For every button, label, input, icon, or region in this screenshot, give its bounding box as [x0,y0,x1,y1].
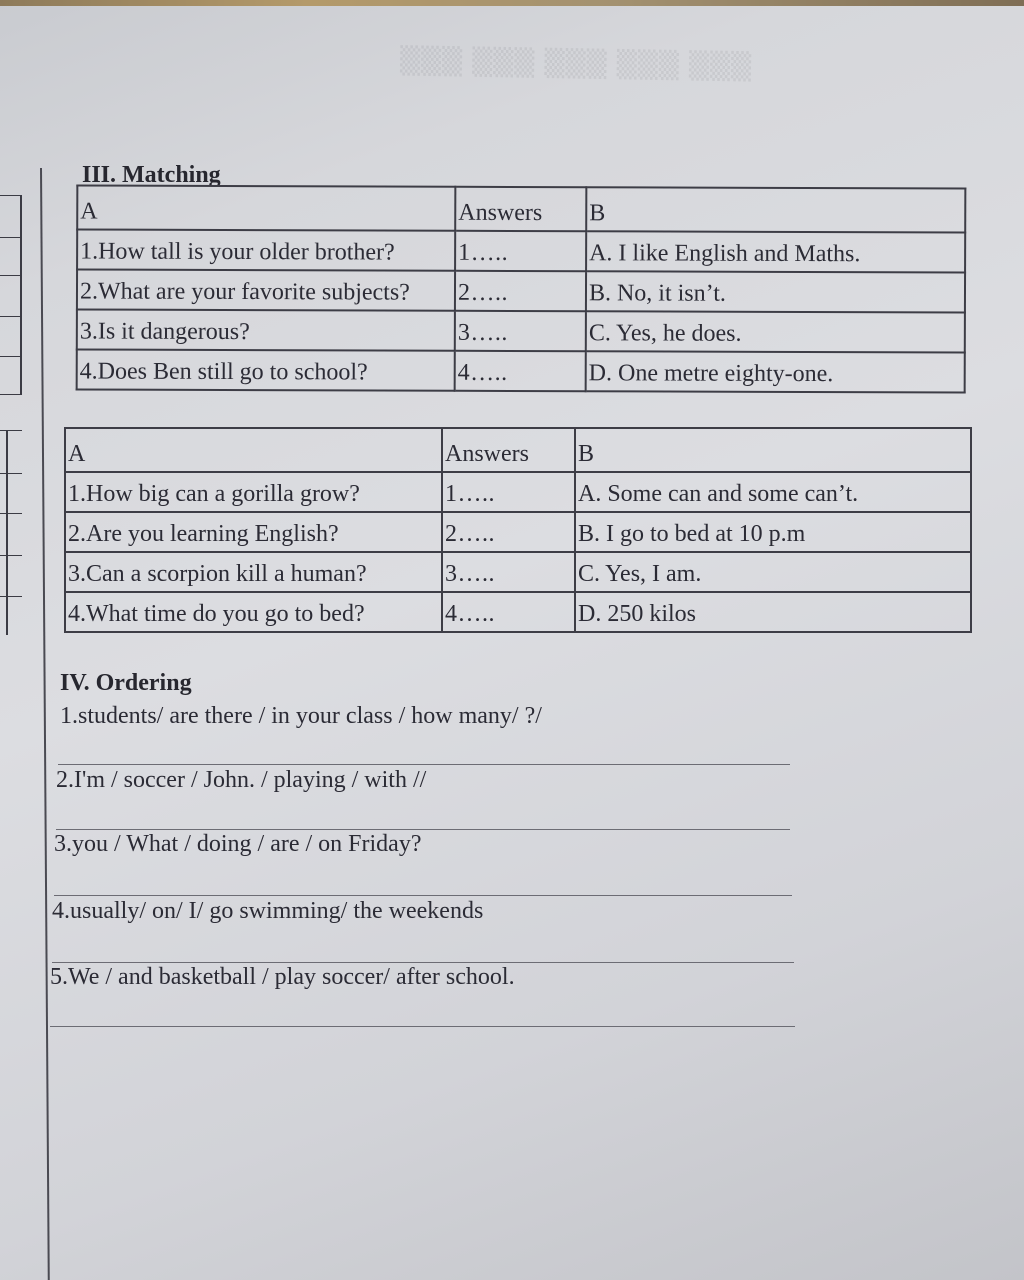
matching-table-1 [76,184,967,393]
header-answers: Answers [455,187,586,231]
header-a: A [77,185,455,230]
table-row [65,592,971,632]
left-edge-vertical [6,430,8,635]
margin-line [40,168,50,1280]
table-row [77,309,965,352]
left-edge-rule [0,356,22,357]
option-cell: C. Yes, I am. [575,552,971,592]
option-cell: B. I go to bed at 10 p.m [575,512,971,552]
header-b: B [575,428,971,472]
answer-line-4[interactable] [52,962,794,963]
table-row [77,269,965,312]
header-answers: Answers [442,428,575,472]
table-header-row [77,185,965,232]
table-row [65,552,971,592]
question-cell: 2.What are your favorite subjects? [77,269,455,310]
bleed-through-text: ▒▒▒ ▒▒▒ ▒▒▒ ▒▒▒ ▒▒▒ [399,46,753,83]
question-cell: 3.Is it dangerous? [77,309,455,350]
left-edge-rule [0,195,22,196]
left-edge-vertical [20,195,22,395]
answer-line-5[interactable] [50,1026,795,1027]
option-cell: A. I like English and Maths. [586,231,965,272]
matching-table-2 [64,427,972,633]
table-row [77,229,965,272]
left-edge-rule [0,316,22,317]
table-row [65,472,971,512]
left-edge-rule [0,555,22,556]
answer-blank[interactable]: 1….. [442,472,575,512]
answer-blank[interactable]: 1….. [455,231,586,271]
table-row [77,349,965,392]
ordering-prompt-3: 3.you / What / doing / are / on Friday? [54,831,422,857]
answer-blank[interactable]: 4….. [455,351,586,391]
left-edge-rule [0,430,22,431]
ordering-prompt-5: 5.We / and basketball / play soccer/ after school. [50,964,515,990]
question-cell: 1.How big can a gorilla grow? [65,472,442,512]
left-edge-rule [0,237,22,238]
left-edge-rule [0,473,22,474]
question-cell: 3.Can a scorpion kill a human? [65,552,442,592]
answer-line-3[interactable] [54,895,792,896]
option-cell: D. One metre eighty-one. [586,351,965,392]
question-cell: 4.Does Ben still go to school? [77,349,455,390]
header-a: A [65,428,442,472]
option-cell: A. Some can and some can’t. [575,472,971,512]
question-cell: 1.How tall is your older brother? [77,229,455,270]
answer-blank[interactable]: 4….. [442,592,575,632]
left-edge-rule [0,596,22,597]
question-cell: 2.Are you learning English? [65,512,442,552]
ordering-prompt-2: 2.I'm / soccer / John. / playing / with // [56,767,427,793]
matching-title: III. Matching [82,162,221,188]
ordering-title: IV. Ordering [60,670,192,696]
option-cell: B. No, it isn’t. [586,271,965,312]
table-row [65,512,971,552]
question-cell: 4.What time do you go to bed? [65,592,442,632]
option-cell: C. Yes, he does. [586,311,965,352]
answer-line-1[interactable] [58,764,790,765]
header-b: B [586,187,965,232]
option-cell: D. 250 kilos [575,592,971,632]
answer-blank[interactable]: 3….. [442,552,575,592]
answer-line-2[interactable] [56,829,790,830]
answer-blank[interactable]: 2….. [455,271,586,311]
table-header-row [65,428,971,472]
ordering-prompt-1: 1.students/ are there / in your class / how many/ ?/ [60,703,542,729]
answer-blank[interactable]: 2….. [442,512,575,552]
left-edge-rule [0,275,22,276]
left-edge-rule [0,513,22,514]
answer-blank[interactable]: 3….. [455,311,586,351]
photo-top-edge [0,0,1024,6]
left-edge-rule [0,394,22,395]
ordering-prompt-4: 4.usually/ on/ I/ go swimming/ the weekends [52,898,484,924]
